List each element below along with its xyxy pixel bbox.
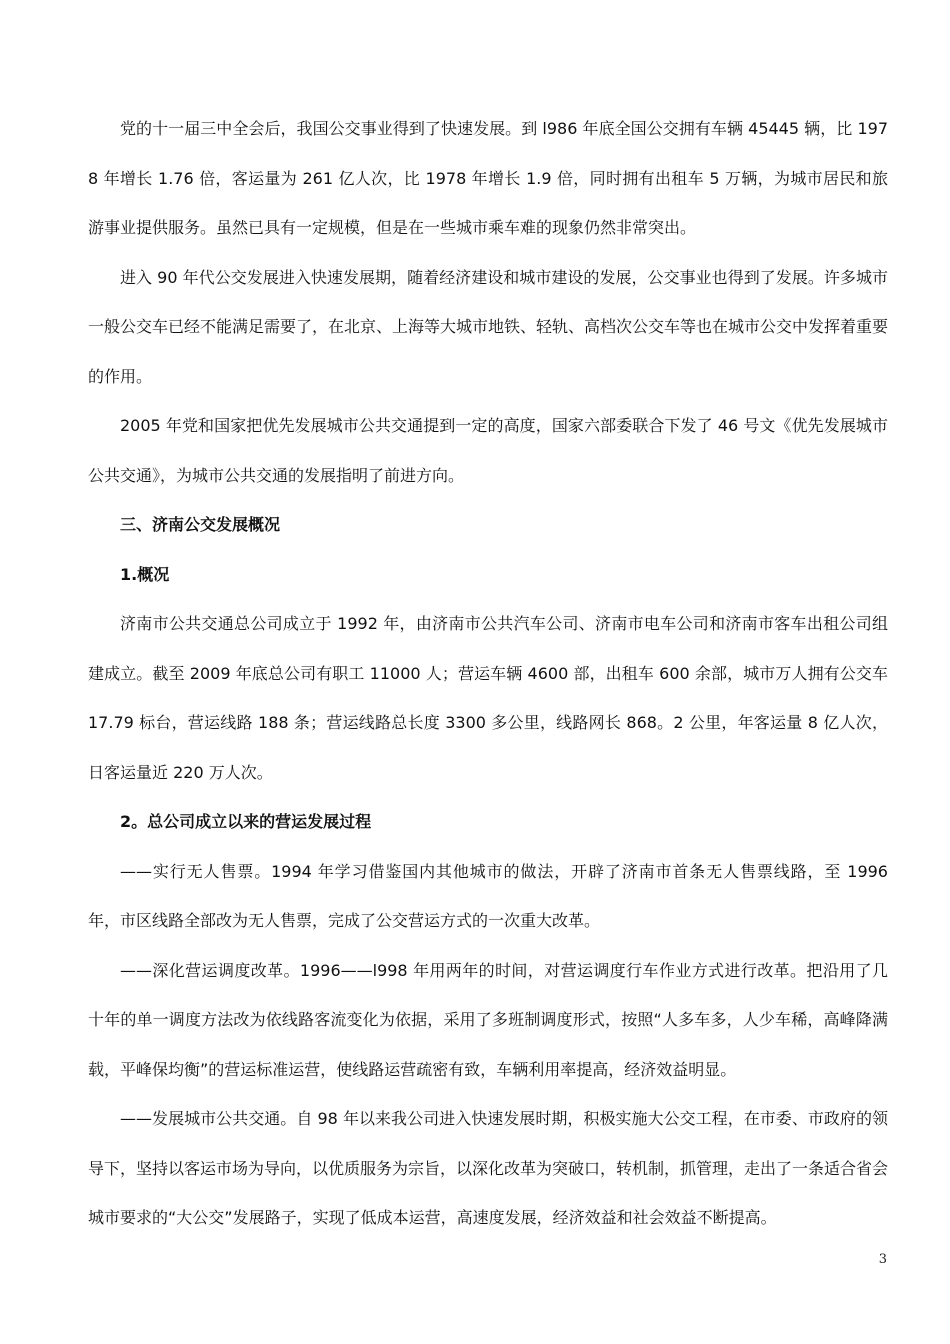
paragraph-reform-era: 党的十一届三中全会后，我国公交事业得到了快速发展。到 l986 年底全国公交拥有车辆 45445 辆，比 1978 年增长 1.76 倍，客运量为 261 亿人次，比 1978 年增长 1.9 倍，同时拥有出租车 5 万辆，为城市居民和旅游事业提供服务。虽然已具有一定规模，但是在一些城市乘车难的现象仍然非常突出。 bbox=[88, 119, 888, 237]
paragraph-unmanned-ticketing: ——实行无人售票。1994 年学习借鉴国内其他城市的做法，开辟了济南市首条无人售票线路，至 1996 年，市区线路全部改为无人售票，完成了公交营运方式的一次重大改革。 bbox=[88, 861, 888, 930]
document-body bbox=[88, 104, 888, 1243]
section-heading-jinan-overview: 三、济南公交发展概况 bbox=[120, 515, 281, 534]
subsection-heading-overview: 1.概况 bbox=[120, 564, 170, 584]
paragraph-public-transit-growth: ——发展城市公共交通。自 98 年以来我公司进入快速发展时期，积极实施大公交工程，在市委、市政府的领导下，坚持以客运市场为导向，以优质服务为宗旨，以深化改革为突破口，转机制，抓管理，走出了一条适合省会城市要求的“大公交”发展路子，实现了低成本运营，高速度发展，经济效益和社会效益不断提高。 bbox=[88, 1109, 889, 1227]
paragraph-dispatch-reform: ——深化营运调度改革。1996——l998 年用两年的时间，对营运调度行车作业方式进行改革。把沿用了几十年的单一调度方法改为依线路客流变化为依据，采用了多班制调度形式，按照“人多车多，人少车稀，高峰降满载，平峰保均衡”的营运标准运营，使线路运营疏密有致，车辆利用率提高，经济效益明显。 bbox=[88, 960, 888, 1079]
paragraph-company-overview: 济南市公共交通总公司成立于 1992 年，由济南市公共汽车公司、济南市电车公司和济南市客车出租公司组建成立。截至 2009 年底总公司有职工 11000 人；营运车辆 4600 部，出租车 600 余部，城市万人拥有公交车 17.79 标台，营运线路 188 条；营运线路总长度 3300 多公里，线路网长 868。2 公里，年客运量 8 亿人次，日客运量近 220 万人次。 bbox=[88, 614, 888, 782]
page-number: 3 bbox=[878, 1252, 887, 1267]
paragraph-2005-policy: 2005 年党和国家把优先发展城市公共交通提到一定的高度，国家六部委联合下发了 46 号文《优先发展城市公共交通》，为城市公共交通的发展指明了前进方向。 bbox=[88, 416, 888, 485]
subsection-heading-development: 2。总公司成立以来的营运发展过程 bbox=[120, 812, 372, 831]
paragraph-1990s: 进入 90 年代公交发展进入快速发展期，随着经济建设和城市建设的发展，公交事业也得到了发展。许多城市一般公交车已经不能满足需要了，在北京、上海等大城市地铁、轻轨、高档次公交车等也在城市公交中发挥着重要的作用。 bbox=[88, 267, 889, 386]
